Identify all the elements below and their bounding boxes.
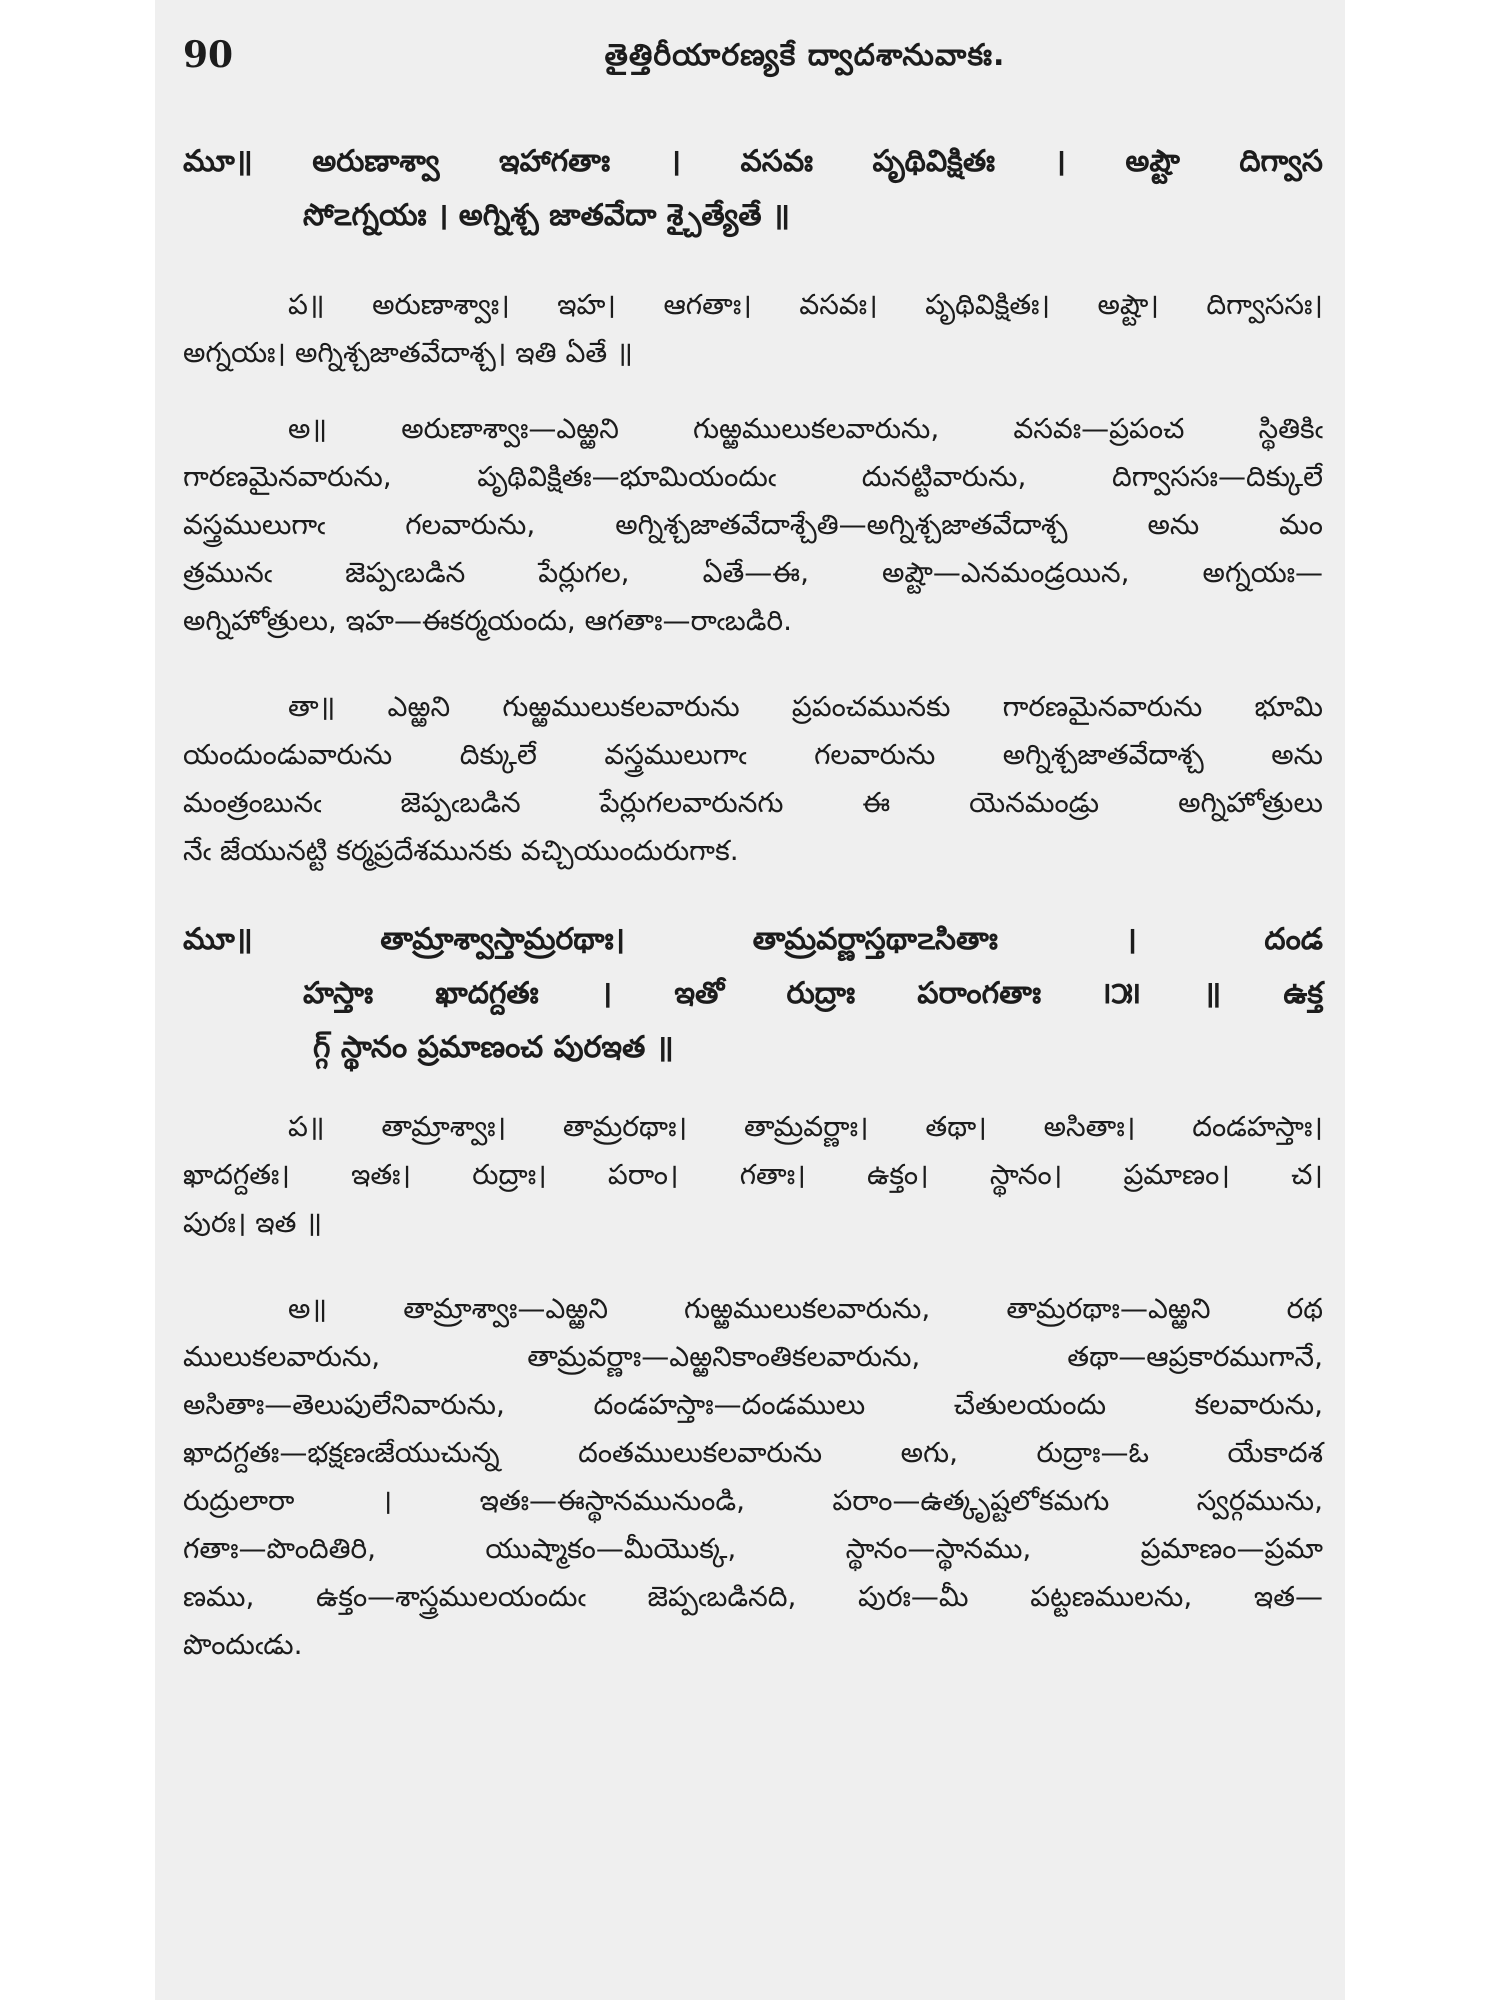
text-line: యందుండువారును దిక్కులే వస్త్రములుగాఁ గలవారును అగ్నిశ్చజాతవేదాశ్చ అను [183,738,1323,771]
book-page [155,0,1345,2000]
text-line: ములుకలవారును, తామ్రవర్ణాః—ఎఱ్ఱనికాంతికలవారును, తథా—ఆప్రకారముగానే, [183,1340,1323,1373]
text-line: గతాః—పొందితిరి, యుష్మాకం—మీయొక్క, స్థానం—స్థానము, ప్రమాణం—ప్రమా [183,1532,1323,1565]
text-line: ప॥ తామ్రాశ్వాః। తామ్రరథాః। తామ్రవర్ణాః। తథా। అసితాః। దండహస్తాః। [288,1110,1323,1143]
mantra-verse-1 [183,135,1323,243]
text-line: అగ్నయః। అగ్నిశ్చజాతవేదాశ్చ। ఇతి ఏతే ॥ [183,336,633,369]
text-line: తా॥ ఎఱ్ఱని గుఱ్ఱములుకలవారును ప్రపంచమునకు గారణమైనవారును భూమి [288,690,1323,723]
meaning-paragraph-2 [183,1285,1323,1669]
text-line: త్రమునఁ జెప్పఁబడిన పేర్లుగల, ఏతే—ఈ, అష్టౌ—ఎనమండ్రయిన, అగ్నయః— [183,556,1323,589]
text-line: హస్తాః ఖాదగ్దతః । ఇతో రుద్రాః పరాంగతాః ౹౫౹ ॥ ఉక్త [303,976,1323,1011]
pada-paragraph-1 [183,281,1323,377]
text-line: సో౽గ్నయః । అగ్నిశ్చ జాతవేదా శ్చైత్యేతే ॥ [303,198,791,233]
text-line: ఖాదగ్దతః। ఇతః। రుద్రాః। పరాం। గతాః। ఉక్తం। స్థానం। ప్రమాణం। చ। [183,1158,1323,1191]
page-body [183,135,1323,1697]
text-line: గ్గ్ స్థానం ప్రమాణంచ పురఇత ॥ [313,1030,674,1065]
text-line: వస్త్రములుగాఁ గలవారును, అగ్నిశ్చజాతవేదాశ్చేతి—అగ్నిశ్చజాతవేదాశ్చ అను మం [183,508,1323,541]
text-line: అ॥ అరుణాశ్వాః—ఎఱ్ఱని గుఱ్ఱములుకలవారును, వసవః—ప్రపంచ స్థితికిఁ [288,412,1323,445]
text-line: అసితాః—తెలుపులేనివారును, దండహస్తాః—దండములు చేతులయందు కలవారును, [183,1388,1323,1421]
text-line: రుద్రులారా । ఇతః—ఈస్థానమునుండి, పరాం—ఉత్కృష్టలోకమగు స్వర్గమును, [183,1484,1323,1517]
text-line: ప॥ అరుణాశ్వాః। ఇహ। ఆగతాః। వసవః। పృథివిక్షితః। అష్టౌ। దిగ్వాససః। [288,288,1323,321]
text-line: మంత్రంబునఁ జెప్పఁబడిన పేర్లుగలవారునగు ఈ యెనమండ్రు అగ్నిహోత్రులు [183,786,1323,819]
running-title: తైత్తిరీయారణ్యకే ద్వాదశానువాకః. [604,38,1006,73]
text-line: మూ॥ అరుణాశ్వా ఇహాగతాః । వసవః పృథివిక్షితః । అష్టౌ దిగ్వాస [183,144,1323,179]
text-line: అ॥ తామ్రాశ్వాః—ఎఱ్ఱని గుఱ్ఱములుకలవారును, తామ్రరథాః—ఎఱ్ఱని రథ [288,1292,1323,1325]
text-line: ఖాదగ్దతః—భక్షణఁజేయుచున్న దంతములుకలవారును అగు, రుద్రాః—ఓ యేకాదశ [183,1436,1323,1469]
mantra-verse-2 [183,913,1323,1075]
text-line: ణము, ఉక్తం—శాస్త్రములయందుఁ జెప్పఁబడినది, పురః—మీ పట్టణములను, ఇత— [183,1580,1323,1613]
text-line: పొందుఁడు. [183,1628,303,1661]
text-line: అగ్నిహోత్రులు, ఇహ—ఈకర్మయందు, ఆగతాః—రాఁబడిరి. [183,604,793,637]
summary-paragraph-1 [183,683,1323,875]
text-line: మూ॥ తామ్రాశ్వాస్తామ్రరథాః। తామ్రవర్ణాస్తథా౽సితాః । దండ [183,922,1323,957]
meaning-paragraph-1 [183,405,1323,645]
page-number: 90 [183,34,234,76]
text-line: గారణమైనవారును, పృథివిక్షితః—భూమియందుఁ దునట్టివారును, దిగ్వాససః—దిక్కులే [183,460,1323,493]
page-header [155,30,1345,90]
pada-paragraph-2 [183,1103,1323,1247]
text-line: పురః। ఇత ॥ [183,1206,323,1239]
text-line: నేఁ జేయునట్టి కర్మప్రదేశమునకు వచ్చియుందురుగాక. [183,834,739,867]
